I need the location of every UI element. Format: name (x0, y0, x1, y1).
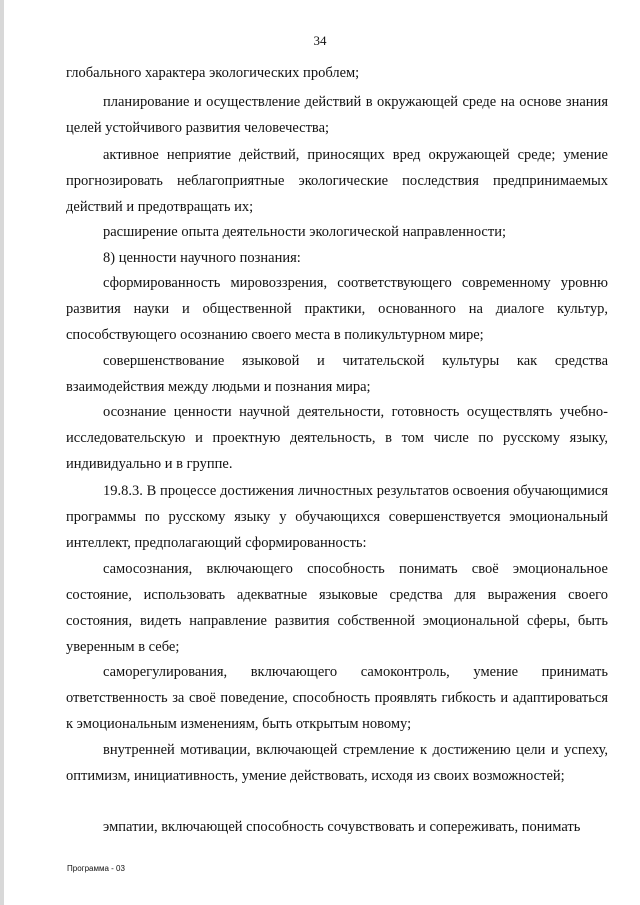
paragraph-3: активное неприятие действий, приносящих вред окружающей среде; умение прогнозировать неблагоприятные экологические последствия предпринимаемых действий и предотвращать их; (66, 147, 608, 215)
scan-edge-shadow (0, 0, 4, 905)
paragraph-6: сформированность мировоззрения, соответствующего современному уровню развития науки и общественной практики, основанного на диалоге культур, способствующего осознанию своего места в поликультурном мире; (66, 275, 608, 343)
paragraph-12: внутренней мотивации, включающей стремление к достижению цели и успеху, оптимизм, инициативность, умение действовать, исходя из своих возможностей; (66, 742, 608, 784)
footer-program-code: Программа - 03 (67, 864, 125, 873)
paragraph-4: расширение опыта деятельности экологической направленности; (103, 224, 506, 240)
paragraph-7: совершенствование языковой и читательской культуры как средства взаимодействия между людьми и познания мира; (66, 353, 608, 395)
paragraph-5: 8) ценности научного познания: (103, 250, 301, 266)
paragraph-1: глобального характера экологических проблем; (66, 65, 360, 81)
paragraph-10: самосознания, включающего способность понимать своё эмоциональное состояние, использовать адекватные языковые средства для выражения своего состояния, видеть направление развития собственной эмоциональной сферы, быть уверенным в себе; (66, 561, 608, 655)
paragraph-9: 19.8.3. В процессе достижения личностных результатов освоения обучающимися программы по русскому языку у обучающихся совершенствуется эмоциональный интеллект, предполагающий сформированность: (66, 483, 608, 551)
paragraph-8: осознание ценности научной деятельности, готовность осуществлять учебно-исследовательскую и проектную деятельность, в том числе по русскому языку, индивидуально и в группе. (66, 404, 608, 472)
paragraph-13: эмпатии, включающей способность сочувствовать и сопереживать, понимать (103, 819, 581, 835)
page-number: 34 (313, 33, 327, 48)
paragraph-11: саморегулирования, включающего самоконтроль, умение принимать ответственность за своё поведение, способность проявлять гибкость и адаптироваться к эмоциональным изменениям, быть открытым новому; (66, 664, 608, 732)
paragraph-2: планирование и осуществление действий в окружающей среде на основе знания целей устойчивого развития человечества; (66, 94, 608, 136)
